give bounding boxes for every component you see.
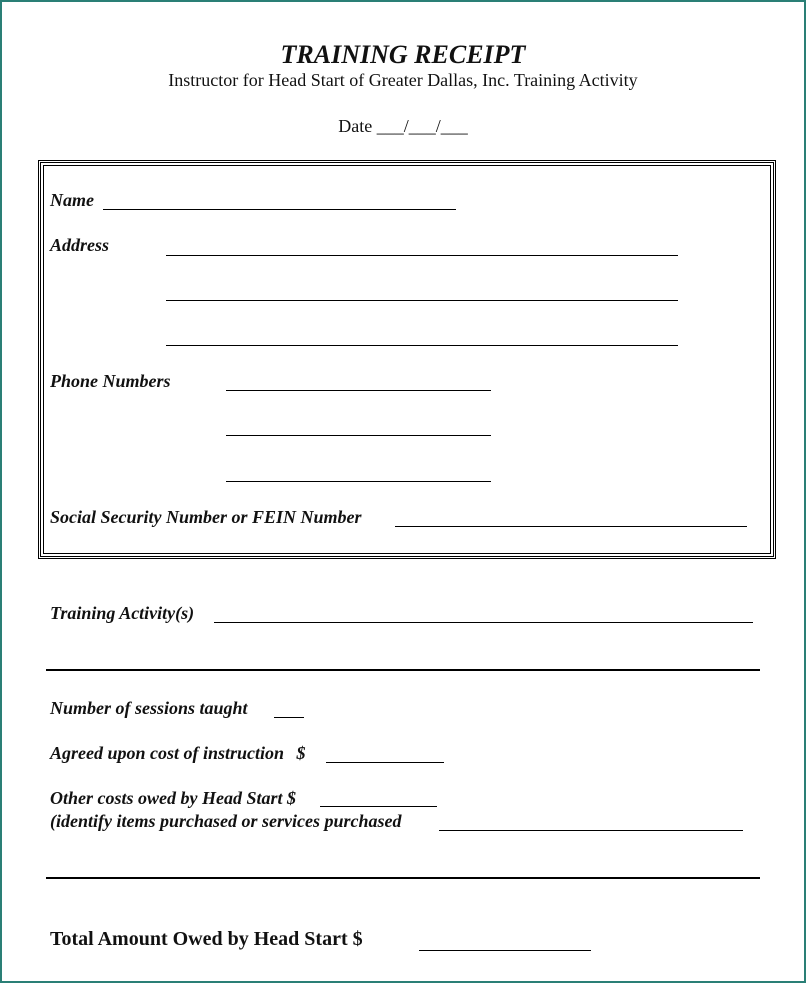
- total-amount-field[interactable]: [419, 950, 591, 951]
- ssn-fein-field[interactable]: [395, 526, 747, 527]
- training-activity-field[interactable]: [214, 622, 753, 623]
- name-field[interactable]: [103, 209, 456, 210]
- identify-items-field[interactable]: [439, 830, 743, 831]
- address-field-line-1[interactable]: [166, 255, 678, 256]
- date-row: [2, 116, 804, 137]
- name-label: Name: [50, 190, 94, 210]
- phone-numbers-label: Phone Numbers: [50, 371, 171, 391]
- sessions-taught-label: Number of sessions taught: [50, 698, 248, 718]
- document-title: TRAINING RECEIPT: [280, 40, 526, 69]
- phone-field-3[interactable]: [226, 481, 491, 482]
- sessions-taught-field[interactable]: [274, 717, 304, 718]
- date-field[interactable]: ___/___/___: [376, 116, 468, 136]
- ssn-fein-label: Social Security Number or FEIN Number: [50, 507, 362, 527]
- address-field-line-3[interactable]: [166, 345, 678, 346]
- date-label: Date: [338, 116, 373, 136]
- other-costs-text: Other costs owed by Head Start: [50, 788, 283, 808]
- agreed-cost-currency: $: [296, 743, 306, 763]
- address-field-line-2[interactable]: [166, 300, 678, 301]
- contact-info-box: [38, 160, 776, 559]
- address-label: Address: [50, 235, 110, 255]
- phone-field-1[interactable]: [226, 390, 491, 391]
- agreed-cost-field[interactable]: [326, 762, 444, 763]
- document-subtitle: Instructor for Head Start of Greater Dallas, Inc. Training Activity: [168, 70, 638, 90]
- agreed-cost-text: Agreed upon cost of instruction: [50, 743, 285, 763]
- training-activity-label: Training Activity(s): [50, 603, 195, 623]
- contact-info-box-inner: [43, 165, 771, 554]
- total-amount-label: Total Amount Owed by Head Start $: [50, 928, 363, 950]
- agreed-cost-label: [50, 743, 306, 764]
- other-costs-label: [50, 788, 296, 809]
- identify-items-label: (identify items purchased or services purchased: [50, 811, 402, 831]
- section-divider-1: [46, 669, 760, 671]
- section-divider-2: [46, 877, 760, 879]
- other-costs-field[interactable]: [320, 806, 437, 807]
- phone-field-2[interactable]: [226, 435, 491, 436]
- other-costs-currency: $: [287, 788, 296, 808]
